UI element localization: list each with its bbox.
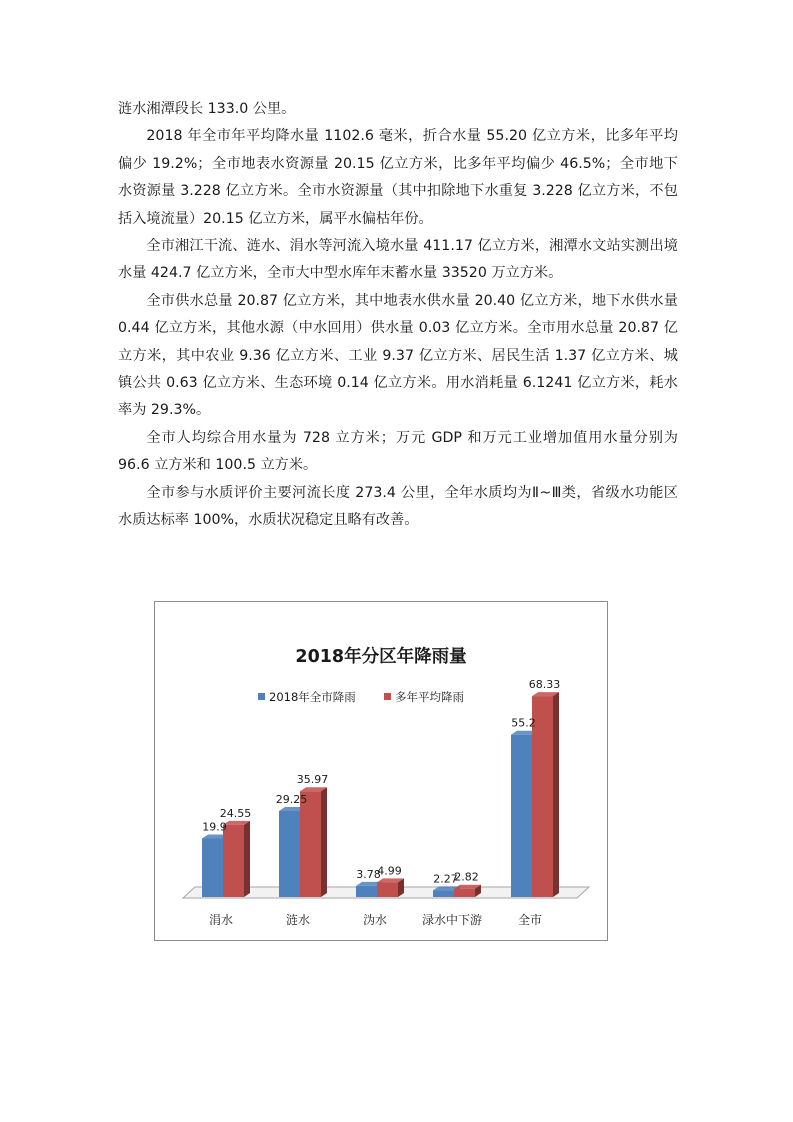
paragraph: 全市供水总量 20.87 亿立方米，其中地表水供水量 20.40 亿立方米，地下水供水量 0.44 亿立方米，其他水源（中水回用）供水量 0.03 亿立方米。全市用水总量 20.87 亿立方米，其中农业 9.36 亿立方米、工业 9.37 亿立方米、居民生活 1.37 亿立方米、城镇公共 0.63 亿立方米、生态环境 0.14 亿立方米。用水消耗量 6.1241 亿立方米，耗水率为 29.3%。: [118, 292, 678, 419]
value-label: 19.9: [202, 820, 227, 834]
chart-legend: [258, 690, 464, 704]
value-label: 35.97: [296, 773, 329, 787]
value-label: 3.78: [356, 867, 381, 881]
chart-value-labels: [202, 678, 560, 885]
value-label: 29.25: [275, 793, 308, 807]
value-label: 68.33: [528, 678, 561, 692]
paragraph: 全市人均综合用水量为 728 立方米；万元 GDP 和万元工业增加值用水量分别为 96.6 立方米和 100.5 立方米。: [118, 429, 678, 474]
bar-average-2: [377, 878, 404, 897]
value-label: 4.99: [377, 864, 402, 878]
bar-front: [377, 882, 398, 897]
category-label: 涓水: [208, 913, 234, 927]
paragraph: 全市湘江干流、涟水、涓水等河流入境水量 411.17 亿立方米，湘潭水文站实测出境水量 424.7 亿立方米，全市大中型水库年末蓄水量 33520 万立方米。: [118, 238, 678, 282]
bar-side: [553, 692, 559, 897]
paragraph: 全市参与水质评价主要河流长度 273.4 公里，全年水质均为Ⅱ~Ⅲ类，省级水功能区水质达标率 100%，水质状况稳定且略有改善。: [118, 484, 678, 529]
document-body: [118, 96, 678, 535]
value-label: 2.27: [433, 872, 458, 886]
value-label: 2.82: [454, 870, 479, 884]
chart-x-axis: [209, 912, 542, 927]
chart-title: 2018年分区年降雨量: [295, 647, 467, 667]
bar-front: [279, 811, 300, 897]
bar-average-3: [454, 885, 481, 897]
bar-front: [356, 886, 377, 897]
category-label: 渌水中下游: [421, 913, 483, 927]
legend-label-average: 多年平均降雨: [395, 690, 464, 704]
bar-front: [202, 838, 223, 897]
category-label: 沩水: [362, 913, 388, 927]
legend-swatch-2018: [258, 693, 265, 700]
bar-average-0: [223, 821, 250, 897]
value-label: 55.2: [511, 716, 536, 730]
category-label: 全市: [517, 913, 543, 927]
bar-side: [244, 821, 250, 897]
chart-canvas: [155, 602, 607, 940]
paragraph: 2018 年全市年平均降水量 1102.6 毫米，折合水量 55.20 亿立方米，比多年平均偏少 19.2%；全市地表水资源量 20.15 亿立方米，比多年平均偏少 46.5%；全市地下水资源量 3.228 亿立方米。全市水资源量（其中扣除地下水重复 3.228 亿立方米，不包括入境流量）20.15 亿立方米，属平水偏枯年份。: [118, 128, 678, 227]
legend-swatch-average: [384, 693, 391, 700]
bar-side: [321, 787, 327, 897]
bar-average-4: [532, 692, 559, 897]
legend-label-2018: 2018年全市降雨: [269, 690, 356, 704]
bar-front: [300, 791, 321, 897]
category-label: 涟水: [285, 913, 311, 927]
bar-front: [511, 735, 532, 897]
paragraph: 涟水湘潭段长 133.0 公里。: [118, 101, 296, 117]
bar-front: [433, 890, 454, 897]
bar-front: [223, 825, 244, 897]
value-label: 24.55: [219, 806, 252, 820]
rainfall-chart: [154, 601, 608, 941]
bar-front: [454, 889, 475, 897]
